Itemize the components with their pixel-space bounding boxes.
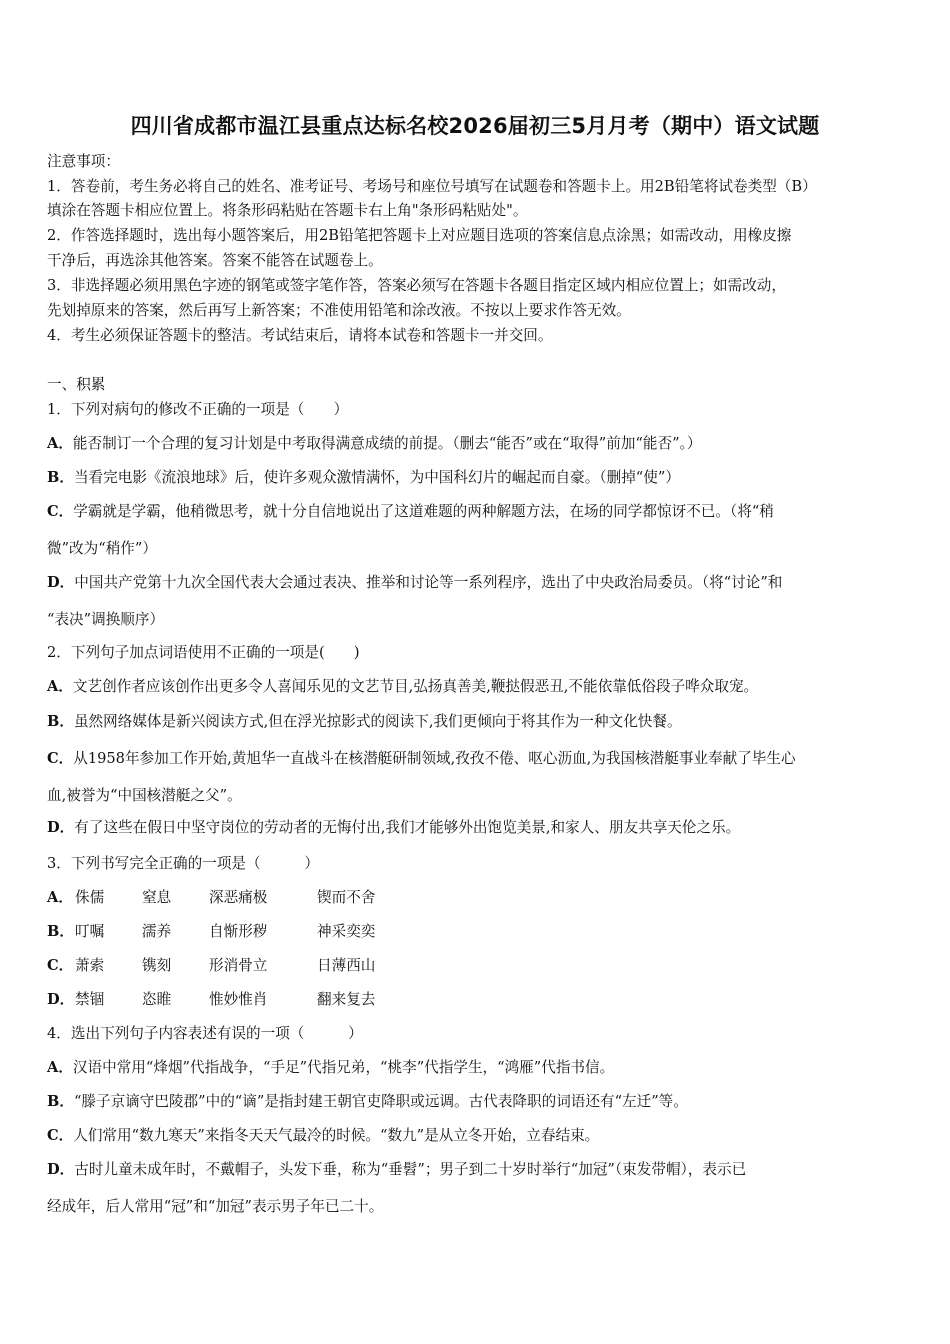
section-heading: 一、积累 [47, 376, 106, 393]
question-1-stem: 1．下列对病句的修改不正确的一项是（ ） [47, 401, 349, 418]
option-label: D． [47, 574, 75, 591]
option-text: 古时儿童未成年时，不戴帽子，头发下垂，称为“垂髫”；男子到二十岁时举行“加冠”（束发带帽），表示已 [74, 1161, 747, 1178]
option-label: D． [47, 819, 75, 836]
q4-option-c [47, 1126, 599, 1146]
option-label: B． [47, 469, 74, 486]
option-label: D． [47, 991, 75, 1008]
q3-word: 锲而不舍 [317, 889, 376, 906]
option-text: 学霸就是学霸，他稍微思考，就十分自信地说出了这道难题的两种解题方法，在场的同学都惊讶不已。（将“稍 [73, 503, 774, 520]
q1-option-a [47, 434, 701, 454]
notice-heading: 注意事项： [47, 153, 120, 170]
q3-word: 深恶痛极 [209, 889, 268, 906]
option-label: C． [47, 750, 74, 767]
q2-option-b [47, 712, 682, 732]
question-2-stem: 2．下列句子加点词语使用不正确的一项是( ) [47, 644, 360, 661]
question-4-stem: 4．选出下列句子内容表述有误的一项（ ） [47, 1025, 363, 1042]
option-text: 中国共产党第十九次全国代表大会通过表决、推举和讨论等一系列程序，选出了中央政治局委员。（将“讨论”和 [74, 574, 783, 591]
option-label: A． [47, 1059, 73, 1076]
notice-line: 3．非选择题必须用黑色字迹的钢笔或签字笔作答，答案必须写在答题卡各题目指定区域内相应位置上；如需改动， [47, 277, 786, 294]
q3-word: 萧索 [75, 957, 105, 974]
q3-word: 叮嘱 [75, 923, 105, 940]
q2-option-c [47, 749, 796, 769]
q3-word: 日薄西山 [317, 957, 376, 974]
option-text: 能否制订一个合理的复习计划是中考取得满意成绩的前提。（删去“能否”或在“取得”前加“能否”。） [72, 435, 702, 452]
q1-option-c-cont: 微”改为“稍作”） [47, 540, 157, 557]
q3-word: 濡养 [142, 923, 172, 940]
option-label: A． [47, 889, 73, 906]
q4-option-d [47, 1160, 746, 1180]
q3-option-c [47, 956, 73, 976]
question-3-stem: 3．下列书写完全正确的一项是（ ） [47, 855, 319, 872]
q3-word: 神采奕奕 [317, 923, 376, 940]
q2-option-a [47, 677, 758, 697]
option-text: 汉语中常用“烽烟”代指战争，“手足”代指兄弟，“桃李”代指学生，“鸿雁”代指书信。 [72, 1059, 615, 1076]
option-text: 人们常用“数九寒天”来指冬天天气最冷的时候。“数九”是从立冬开始，立春结束。 [73, 1127, 600, 1144]
q1-option-d [47, 573, 782, 593]
option-text: 虽然网络媒体是新兴阅读方式,但在浮光掠影式的阅读下,我们更倾向于将其作为一种文化快餐。 [73, 713, 682, 730]
q3-word: 翻来复去 [317, 991, 376, 1008]
q3-word: 窒息 [142, 889, 172, 906]
option-label: C． [47, 957, 74, 974]
q3-word: 禁锢 [75, 991, 105, 1008]
option-text: 文艺创作者应该创作出更多令人喜闻乐见的文艺节目,弘扬真善美,鞭挞假恶丑,不能依靠低俗段子哗众取宠。 [72, 678, 759, 695]
option-text: 当看完电影《流浪地球》后，使许多观众激情满怀，为中国科幻片的崛起而自豪。（删掉“使”） [73, 469, 680, 486]
exam-title: 四川省成都市温江县重点达标名校2026届初三5月月考（期中）语文试题 [130, 114, 820, 138]
q4-option-b [47, 1092, 688, 1112]
notice-line: 4．考生必须保证答题卡的整洁。考试结束后，请将本试卷和答题卡一并交回。 [47, 327, 553, 344]
option-label: C． [47, 503, 74, 520]
q3-word: 恣睢 [142, 991, 172, 1008]
option-text: 从1958年参加工作开始,黄旭华一直战斗在核潜艇研制领域,孜孜不倦、呕心沥血,为我国核潜艇事业奉献了毕生心 [73, 750, 796, 767]
notice-line: 先划掉原来的答案，然后再写上新答案；不准使用铅笔和涂改液。不按以上要求作答无效。 [47, 302, 631, 319]
q3-word: 侏儒 [75, 889, 105, 906]
q3-word: 惟妙惟肖 [209, 991, 268, 1008]
q3-word: 形消骨立 [209, 957, 268, 974]
option-text: 有了这些在假日中坚守岗位的劳动者的无悔付出,我们才能够外出饱览美景,和家人、朋友共享天伦之乐。 [74, 819, 741, 836]
q1-option-d-cont: “表决”调换顺序） [47, 611, 165, 628]
option-label: C． [47, 1127, 74, 1144]
q3-word: 自惭形秽 [209, 923, 268, 940]
notice-line: 2．作答选择题时，选出每小题答案后，用2B铅笔把答题卡上对应题目选项的答案信息点涂黑；如需改动，用橡皮擦 [47, 227, 792, 244]
notice-line: 1．答卷前，考生务必将自己的姓名、准考证号、考场号和座位号填写在试题卷和答题卡上。用2B铅笔将试卷类型（B） [47, 178, 817, 195]
option-label: B． [47, 1093, 74, 1110]
q3-option-d [47, 990, 74, 1010]
option-label: B． [47, 713, 74, 730]
q1-option-c [47, 502, 774, 522]
q1-option-b [47, 468, 680, 488]
option-label: A． [47, 678, 73, 695]
q4-option-d-cont: 经成年，后人常用“冠”和“加冠”表示男子年已二十。 [47, 1198, 384, 1215]
option-text: “滕子京谪守巴陵郡”中的“谪”是指封建王朝官吏降职或远调。古代表降职的词语还有“左迁”等。 [73, 1093, 688, 1110]
q4-option-a [47, 1058, 614, 1078]
q2-option-c-cont: 血,被誉为“中国核潜艇之父”。 [47, 787, 242, 804]
option-label: A． [47, 435, 73, 452]
q3-option-b [47, 922, 74, 942]
q2-option-d [47, 818, 740, 838]
q3-word: 镌刻 [142, 957, 172, 974]
option-label: B． [47, 923, 74, 940]
q3-option-a [47, 888, 73, 908]
notice-line: 填涂在答题卡相应位置上。将条形码粘贴在答题卡右上角"条形码粘贴处"。 [47, 202, 528, 219]
option-label: D． [47, 1161, 75, 1178]
notice-line: 干净后，再选涂其他答案。答案不能答在试题卷上。 [47, 252, 383, 269]
